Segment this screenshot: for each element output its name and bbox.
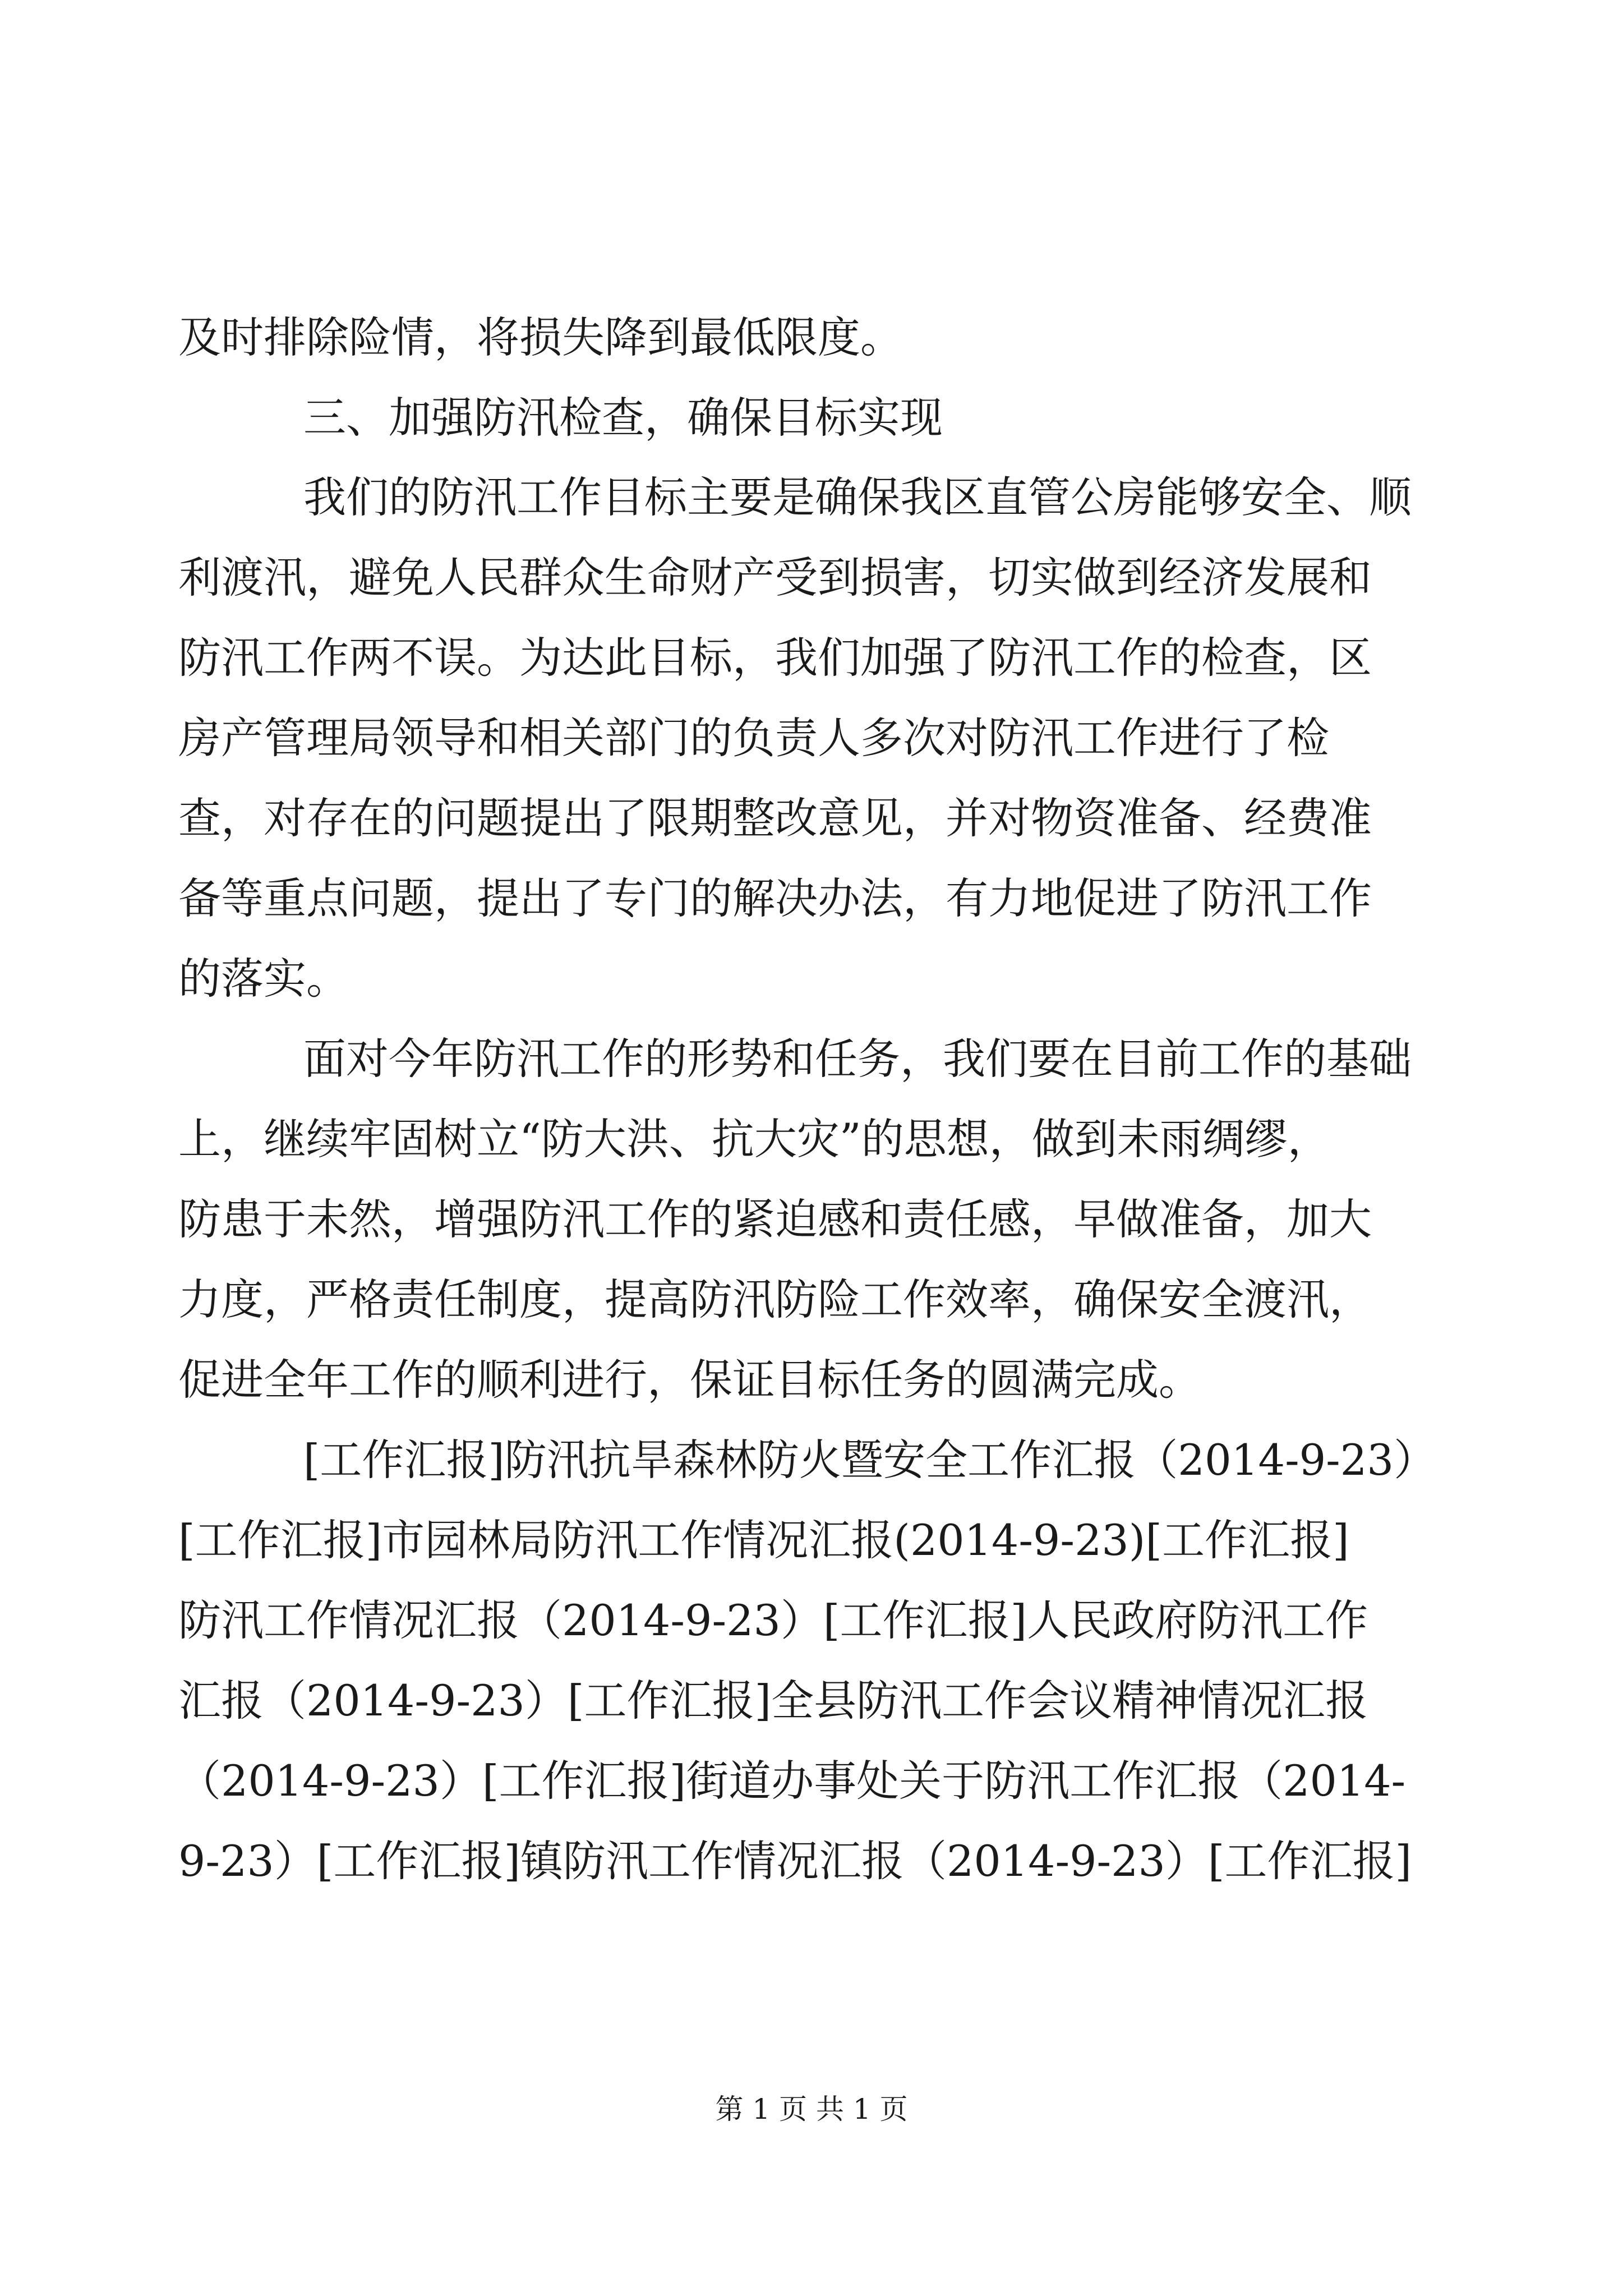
text-line: 上，继续牢固树立“防大洪、抗大灾”的思想，做到未雨绸缪，	[178, 1114, 1330, 1164]
text-line: 备等重点问题，提出了专门的解决办法，有力地促进了防汛工作	[178, 873, 1372, 923]
text-line: 防汛工作两不误。为达此目标，我们加强了防汛工作的检查，区	[178, 633, 1372, 683]
text-line: 的落实。	[178, 954, 349, 1004]
related-links-line: 汇报（2014-9-23）[工作汇报]全县防汛工作会议精神情况汇报	[178, 1676, 1368, 1726]
related-links-line: [工作汇报]防汛抗旱森林防火暨安全工作汇报（2014-9-23）	[303, 1435, 1436, 1485]
text-line: 查，对存在的问题提出了限期整改意见，并对物资准备、经费准	[178, 793, 1372, 843]
related-links-line: （2014-9-23）[工作汇报]街道办事处关于防汛工作汇报（2014-	[178, 1756, 1406, 1806]
text-line: 我们的防汛工作目标主要是确保我区直管公房能够安全、顺	[303, 472, 1412, 522]
related-links-line: [工作汇报]市园林局防汛工作情况汇报(2014-9-23)[工作汇报]	[178, 1515, 1349, 1565]
related-links-line: 9-23）[工作汇报]镇防汛工作情况汇报（2014-9-23）[工作汇报]	[178, 1836, 1412, 1886]
text-line: 及时排除险情，将损失降到最低限度。	[178, 312, 903, 362]
related-links-line: 防汛工作情况汇报（2014-9-23）[工作汇报]人民政府防汛工作	[178, 1595, 1368, 1645]
text-line: 促进全年工作的顺利进行，保证目标任务的圆满完成。	[178, 1355, 1201, 1405]
text-line: 力度，严格责任制度，提高防汛防险工作效率，确保安全渡汛，	[178, 1274, 1372, 1324]
text-line: 房产管理局领导和相关部门的负责人多次对防汛工作进行了检	[178, 713, 1329, 763]
text-line: 面对今年防汛工作的形势和任务，我们要在目前工作的基础	[303, 1034, 1412, 1084]
text-line: 利渡汛，避免人民群众生命财产受到损害，切实做到经济发展和	[178, 553, 1372, 602]
page-number-footer: 第 1 页 共 1 页	[715, 2093, 908, 2125]
text-line: 防患于未然，增强防汛工作的紧迫感和责任感，早做准备，加大	[178, 1194, 1372, 1244]
section-heading: 三、加强防汛检查，确保目标实现	[303, 393, 943, 443]
